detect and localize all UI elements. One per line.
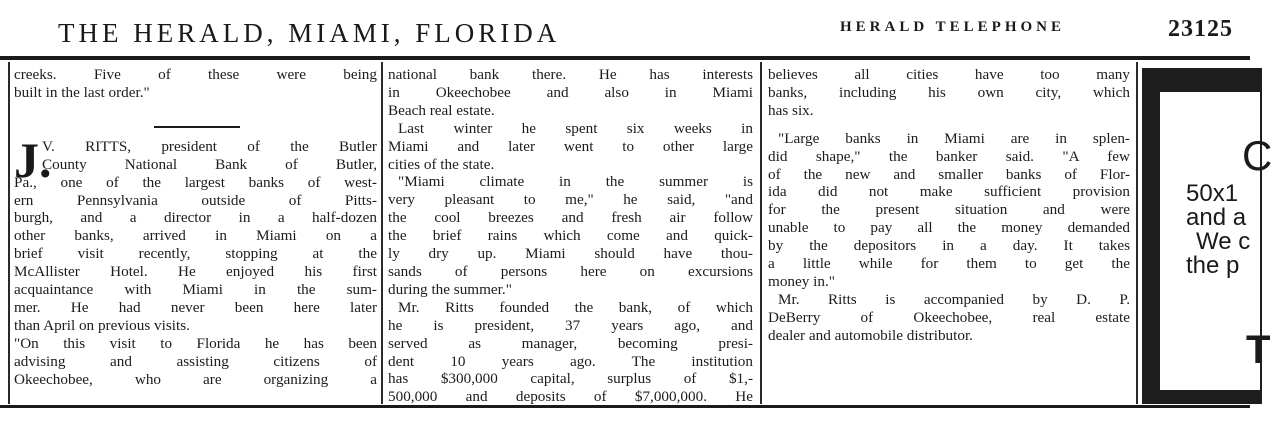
text-line: has $300,000 capital, surplus of $1,-	[388, 370, 753, 388]
text-line: ida did not make sufficient provision	[768, 183, 1130, 201]
text-line: very pleasant to me," he said, "and	[388, 191, 753, 209]
text-line: "On this visit to Florida he has been	[14, 334, 377, 352]
text-line: Mr. Ritts founded the bank, of which	[398, 298, 753, 316]
paragraph-gap	[768, 120, 1130, 130]
section-gap	[14, 102, 377, 138]
text-line: V. RITTS, president of the Butler	[42, 137, 377, 155]
advertisement	[1160, 92, 1272, 390]
column-rule-1	[381, 62, 383, 404]
text-line: sands of persons here on excursions	[388, 262, 753, 280]
text-line: ly dry up. Miami should have thou-	[388, 245, 753, 263]
text-line: believes all cities have too many	[768, 66, 1130, 83]
text-line: in Okeechobee and also in Miami	[388, 83, 753, 101]
text-line: than April on previous visits.	[14, 316, 190, 334]
text-line: McAllister Hotel. He enjoyed his first	[14, 263, 377, 281]
text-line: cities of the state.	[388, 155, 495, 173]
text-line: acquaintance with Miami in the sum-	[14, 281, 377, 299]
text-line: money in."	[768, 272, 835, 290]
advertisement-text: and a	[1186, 204, 1247, 231]
text-line: 500,000 and deposits of $7,000,000. He	[388, 388, 753, 406]
section-separator	[154, 126, 240, 128]
text-line: Miami and later went to other large	[388, 137, 753, 155]
masthead-title: THE HERALD, MIAMI, FLORIDA	[58, 18, 561, 48]
text-line: mer. He had never been here later	[14, 298, 377, 316]
text-line: of the new and smaller banks of Flor-	[768, 165, 1130, 183]
text-line: he is president, 37 years ago, and	[388, 316, 753, 334]
masthead-rule	[0, 56, 1250, 60]
text-line: burgh, and a director in a half-dozen	[14, 209, 377, 227]
text-line: Mr. Ritts is accompanied by D. P.	[778, 290, 1130, 308]
text-line: national bank there. He has interests	[388, 66, 753, 83]
drop-cap: J.	[14, 132, 52, 188]
text-line: served as manager, becoming presi-	[388, 334, 753, 352]
masthead-telephone-label: HERALD TELEPHONE	[840, 19, 1066, 35]
column-rule-2	[760, 62, 762, 404]
text-line: "Large banks in Miami are in splen-	[778, 129, 1130, 147]
bottom-rule	[0, 405, 1250, 408]
article-column-3	[768, 66, 1130, 345]
text-line: Okeechobee, who are organizing a	[14, 370, 377, 388]
text-line: advising and assisting citizens of	[14, 352, 377, 370]
text-line: banks, including his own city, which	[768, 83, 1130, 101]
text-line: dealer and automobile distributor.	[768, 326, 973, 344]
advertisement-text: T	[1246, 328, 1271, 372]
advertisement-text: 50x1	[1186, 180, 1239, 207]
article-column-1	[14, 66, 377, 389]
text-line: brief visit recently, stopping at the	[14, 245, 377, 263]
text-line: has six.	[768, 101, 814, 119]
text-line: for the present situation and were	[768, 201, 1130, 219]
text-line: the cool breezes and fresh air follow	[388, 209, 753, 227]
text-line: creeks. Five of these were being	[14, 66, 377, 83]
text-line: DeBerry of Okeechobee, real estate	[768, 308, 1130, 326]
text-line: built in the last order."	[14, 83, 150, 101]
text-line: a little while for them to get the	[768, 255, 1130, 273]
advertisement-text: We c	[1196, 228, 1251, 255]
advertisement-text: C	[1242, 132, 1272, 179]
text-line: Last winter he spent six weeks in	[398, 119, 753, 137]
text-line: the brief rains which come and quick-	[388, 227, 753, 245]
text-line: dent 10 years ago. The institution	[388, 352, 753, 370]
column-rule-left	[8, 62, 10, 404]
text-line: County National Bank of Butler,	[42, 155, 377, 173]
text-line: during the summer."	[388, 280, 512, 298]
text-line: by the depositors in a day. It takes	[768, 237, 1130, 255]
text-line: unable to pay all the money demanded	[768, 219, 1130, 237]
advertisement-text: the p	[1186, 252, 1240, 279]
text-line: did shape," the banker said. "A few	[768, 147, 1130, 165]
text-line: Pa., one of the largest banks of west-	[14, 173, 377, 191]
column-rule-3	[1136, 62, 1138, 404]
article-column-2	[388, 66, 753, 406]
masthead-telephone-number: 23125	[1168, 16, 1233, 42]
text-line: ern Pennsylvania outside of Pitts-	[14, 191, 377, 209]
text-line: "Miami climate in the summer is	[398, 173, 753, 191]
text-line: other banks, arrived in Miami on a	[14, 227, 377, 245]
text-line: Beach real estate.	[388, 101, 495, 119]
